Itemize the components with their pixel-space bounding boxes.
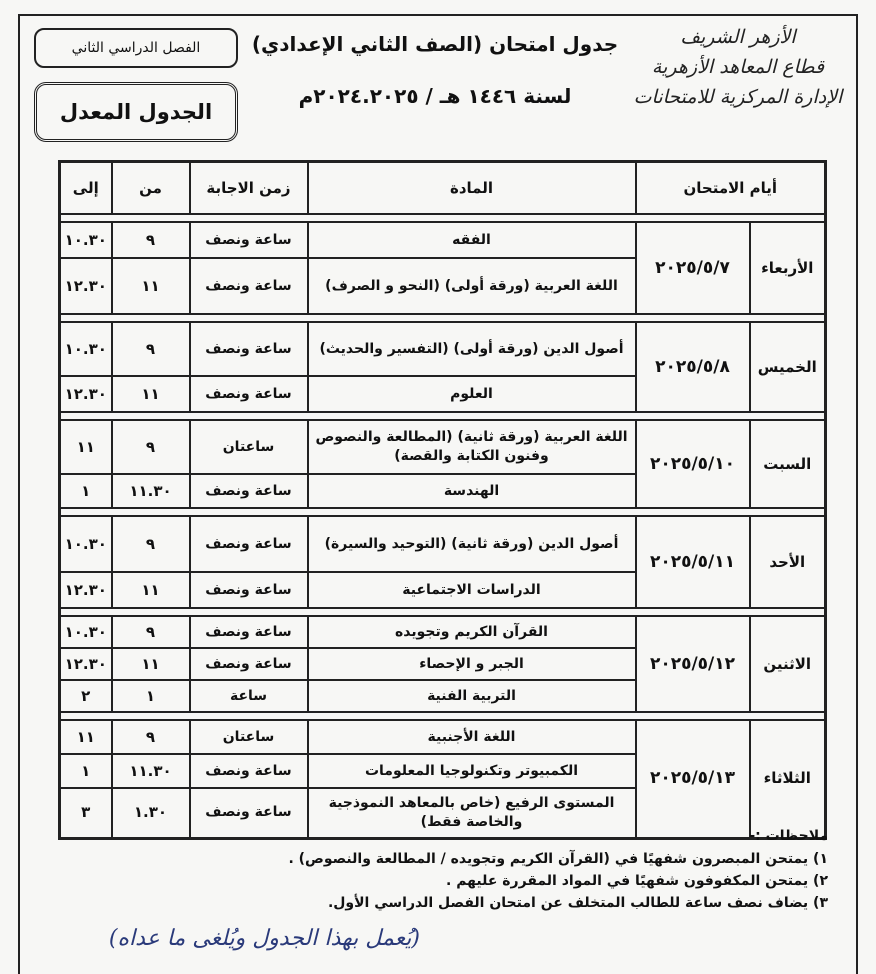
header-exam-days: أيام الامتحان [636,162,826,215]
day-cell: الأحد [750,516,826,608]
from-cell: ٩ [112,616,190,648]
duration-cell: ساعة ونصف [190,322,308,376]
from-cell: ٩ [112,222,190,258]
date-cell: ٢٠٢٥/٥/١١ [636,516,750,608]
from-cell: ٩ [112,720,190,754]
subject-cell: أصول الدين (ورقة ثانية) (التوحيد والسيرة) [308,516,636,572]
from-cell: ١١.٣٠ [112,474,190,508]
subject-cell: أصول الدين (ورقة أولى) (التفسير والحديث) [308,322,636,376]
duration-cell: ساعتان [190,420,308,474]
day-cell: الخميس [750,322,826,412]
header-subject: المادة [308,162,636,215]
duration-cell: ساعة ونصف [190,648,308,680]
table-row [60,420,826,474]
note-item: ٣) يضاف نصف ساعة للطالب المتخلف عن امتحان الفصل الدراسي الأول. [327,895,828,911]
subject-cell: اللغة العربية (ورقة ثانية) (المطالعة والنصوص وفنون الكتابة والقصة) [308,420,636,474]
from-cell: ١.٣٠ [112,788,190,838]
from-cell: ٩ [112,420,190,474]
to-cell: ١٢.٣٠ [60,648,112,680]
date-cell: ٢٠٢٥/٥/١٣ [636,720,750,838]
date-cell: ٢٠٢٥/٥/٧ [636,222,750,314]
duration-cell: ساعة ونصف [190,258,308,314]
from-cell: ٩ [112,322,190,376]
subject-cell: المستوى الرفيع (خاص بالمعاهد النموذجية والخاصة فقط) [308,788,636,838]
from-cell: ٩ [112,516,190,572]
to-cell: ١٢.٣٠ [60,376,112,412]
handwritten-annotation: (يُعمل بهذا الجدول ويُلغى ما عداه) [108,926,420,951]
notes-title: ملاحظات :- [749,828,828,844]
table-row [60,516,826,572]
to-cell: ١٠.٣٠ [60,516,112,572]
from-cell: ١١.٣٠ [112,754,190,788]
azhar-letterhead-logo [618,22,858,122]
logo-line-1: الأزهر الشريف [680,26,796,48]
to-cell: ١٠.٣٠ [60,322,112,376]
subject-cell: الهندسة [308,474,636,508]
semester-label: الفصل الدراسي الثاني [34,28,238,68]
duration-cell: ساعة ونصف [190,616,308,648]
duration-cell: ساعتان [190,720,308,754]
subject-cell: القرآن الكريم وتجويده [308,616,636,648]
table-row [60,222,826,258]
table-row [60,720,826,754]
table-row [60,322,826,376]
to-cell: ١٢.٣٠ [60,258,112,314]
duration-cell: ساعة ونصف [190,572,308,608]
logo-line-3: الإدارة المركزية للامتحانات [633,86,843,108]
from-cell: ١ [112,680,190,712]
subject-cell: اللغة العربية (ورقة أولى) (النحو و الصرف) [308,258,636,314]
exam-schedule-table [58,160,827,840]
subject-cell: العلوم [308,376,636,412]
to-cell: ١٠.٣٠ [60,222,112,258]
from-cell: ١١ [112,572,190,608]
date-cell: ٢٠٢٥/٥/١٠ [636,420,750,508]
duration-cell: ساعة ونصف [190,376,308,412]
duration-cell: ساعة ونصف [190,474,308,508]
subject-cell: اللغة الأجنبية [308,720,636,754]
header-to: إلى [60,162,112,215]
subject-cell: الفقه [308,222,636,258]
duration-cell: ساعة ونصف [190,754,308,788]
to-cell: ١ [60,474,112,508]
note-item: ١) يمتحن المبصرون شفهيًا في (القرآن الكريم وتجويده / المطالعة والنصوص) . [288,851,828,867]
date-cell: ٢٠٢٥/٥/١٢ [636,616,750,712]
subject-cell: التربية الفنية [308,680,636,712]
subject-cell: الدراسات الاجتماعية [308,572,636,608]
logo-line-2: قطاع المعاهد الأزهرية [651,56,825,78]
to-cell: ١٢.٣٠ [60,572,112,608]
day-cell: السبت [750,420,826,508]
day-cell: الثلاثاء [750,720,826,838]
to-cell: ٣ [60,788,112,838]
table-header-row [60,162,826,215]
day-cell: الأربعاء [750,222,826,314]
from-cell: ١١ [112,258,190,314]
to-cell: ٢ [60,680,112,712]
from-cell: ١١ [112,648,190,680]
modified-schedule-label: الجدول المعدل [34,82,238,142]
academic-year: لسنة ١٤٤٦ هـ / ٢٠٢٤.٢٠٢٥م [298,84,572,108]
page-title: جدول امتحان (الصف الثاني الإعدادي) [251,32,619,56]
duration-cell: ساعة ونصف [190,516,308,572]
header-duration: زمن الاجابة [190,162,308,215]
duration-cell: ساعة [190,680,308,712]
to-cell: ١ [60,754,112,788]
header-from: من [112,162,190,215]
subject-cell: الكمبيوتر وتكنولوجيا المعلومات [308,754,636,788]
notes-section [60,828,828,914]
table-row [60,616,826,648]
day-cell: الاثنين [750,616,826,712]
to-cell: ١١ [60,720,112,754]
to-cell: ١١ [60,420,112,474]
subject-cell: الجبر و الإحصاء [308,648,636,680]
duration-cell: ساعة ونصف [190,788,308,838]
to-cell: ١٠.٣٠ [60,616,112,648]
duration-cell: ساعة ونصف [190,222,308,258]
date-cell: ٢٠٢٥/٥/٨ [636,322,750,412]
note-item: ٢) يمتحن المكفوفون شفهيًا في المواد المقررة عليهم . [446,873,828,889]
from-cell: ١١ [112,376,190,412]
